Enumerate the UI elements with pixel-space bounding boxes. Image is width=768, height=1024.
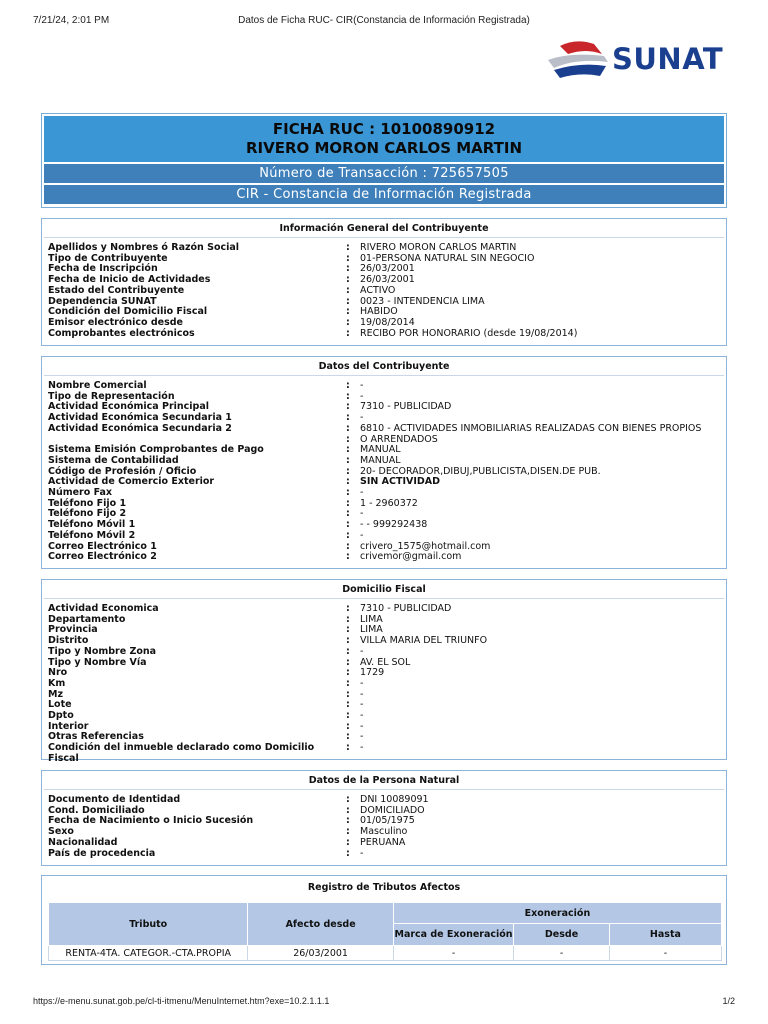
field-value-continuation: O ARRENDADOS [360,433,438,445]
field-row [48,520,726,531]
field-label: Teléfono Fijo 1 [48,497,127,509]
field-value: - [360,742,364,754]
field-label: Tipo y Nombre Vía [48,656,147,668]
field-separator: : [346,688,350,700]
field-row [48,615,726,626]
header-afecto-desde: Afecto desde [248,903,393,946]
field-separator: : [346,454,350,466]
field-label: Comprobantes electrónicos [48,327,195,339]
section-title: Datos del Contribuyente [318,361,450,372]
field-row [48,647,726,658]
field-separator: : [346,847,350,859]
field-value: 7310 - PUBLICIDAD [360,603,452,614]
field-row [48,424,726,435]
page-number: 1/2 [722,996,735,1006]
field-row [48,552,726,563]
field-value: crivemor@gmail.com [360,551,462,563]
field-label: Tipo y Nombre Zona [48,645,157,657]
ruc-number: FICHA RUC : 10100890912 [272,120,496,138]
field-value: - [360,508,364,520]
field-row [48,531,726,542]
cir-title: CIR - Constancia de Información Registrada [44,185,724,204]
field-separator: : [346,412,350,424]
field-value: - [360,720,364,732]
field-separator: : [346,316,350,328]
field-separator: : [346,720,350,732]
field-separator: : [346,603,350,614]
field-label: Teléfono Móvil 1 [48,519,136,531]
field-value: - [360,731,364,743]
field-label: Sistema de Contabilidad [48,454,179,466]
field-value: - [360,412,364,424]
field-label: Fecha de Inicio de Actividades [48,274,211,286]
field-value: PERUANA [360,836,406,848]
field-separator: : [346,327,350,339]
field-label: Actividad Economica [48,603,159,614]
cell-afecto-desde: 26/03/2001 [248,946,393,961]
field-value: ACTIVO [360,284,396,296]
sunat-logo [546,38,726,84]
cell-desde: - [514,946,610,961]
section-datos-contribuyente [41,356,727,569]
cell-marca: - [393,946,513,961]
field-separator: : [346,815,350,827]
field-separator: : [346,274,350,286]
field-separator: : [346,529,350,541]
table-row [49,946,722,961]
field-value: crivero_1575@hotmail.com [360,540,491,552]
field-value: 0023 - INTENDENCIA LIMA [360,295,485,307]
section-domicilio-fiscal [41,579,727,764]
section-title: Domicilio Fiscal [342,584,426,595]
field-value: LIMA [360,613,383,625]
field-value: 26/03/2001 [360,263,415,275]
field-separator: : [346,306,350,318]
print-datetime: 7/21/24, 2:01 PM [33,15,110,26]
field-label: Fecha de Nacimiento o Inicio Sucesión [48,815,254,827]
field-label: Teléfono Móvil 2 [48,529,136,541]
field-separator: : [346,433,350,445]
field-value: 19/08/2014 [360,316,415,328]
field-label: Actividad Económica Principal [48,401,210,413]
field-value: Masculino [360,826,408,838]
field-separator: : [346,476,350,488]
field-separator: : [346,624,350,636]
field-separator: : [346,645,350,657]
info-general-rows [42,238,726,339]
sunat-logo-text: SUNAT [612,42,724,76]
field-separator: : [346,422,350,434]
field-value: 1 - 2960372 [360,497,418,509]
header-desde: Desde [514,924,610,946]
field-separator: : [346,794,350,805]
field-value: DOMICILIADO [360,804,425,816]
field-label: Cond. Domiciliado [48,804,145,816]
field-separator: : [346,444,350,456]
field-label: Emisor electrónico desde [48,316,183,328]
section-title: Datos de la Persona Natural [308,775,460,786]
field-value: LIMA [360,624,383,636]
field-value: 1729 [360,667,385,679]
field-label: Nacionalidad [48,836,118,848]
field-label: Nombre Comercial [48,380,147,391]
field-value: SIN ACTIVIDAD [360,476,440,488]
field-value: 20- DECORADOR,DIBUJ,PUBLICISTA,DISEN.DE PUB. [360,465,601,477]
field-separator: : [346,667,350,679]
field-value: MANUAL [360,444,401,456]
field-row [48,658,726,669]
field-value: - [360,699,364,711]
field-label: País de procedencia [48,847,156,859]
field-row [48,477,726,488]
datos-contribuyente-rows [42,376,726,563]
field-row [48,604,726,615]
field-separator: : [346,731,350,743]
field-value: 01-PERSONA NATURAL SIN NEGOCIO [360,252,535,264]
header-hasta: Hasta [609,924,721,946]
cell-hasta: - [609,946,721,961]
field-label: Documento de Identidad [48,794,181,805]
field-value: 7310 - PUBLICIDAD [360,401,452,413]
field-separator: : [346,551,350,563]
cell-tributo: RENTA-4TA. CATEGOR.-CTA.PROPIA [49,946,248,961]
section-info-general [41,218,727,346]
field-label: Departamento [48,613,126,625]
field-row [48,700,726,711]
field-separator: : [346,465,350,477]
field-row [48,499,726,510]
field-separator: : [346,635,350,647]
field-label: Km [48,677,66,689]
field-value: - [360,390,364,402]
field-separator: : [346,519,350,531]
field-label: Estado del Contribuyente [48,284,185,296]
field-label: Número Fax [48,487,113,499]
field-separator: : [346,826,350,838]
field-value: - [360,847,364,859]
field-separator: : [346,656,350,668]
field-row [48,690,726,701]
field-label: Nro [48,667,68,679]
field-label: Código de Profesión / Oficio [48,465,197,477]
field-label: Dpto [48,710,74,722]
field-row [48,722,726,733]
field-row [48,668,726,679]
field-row [48,286,726,297]
field-label: Condición del Domicilio Fiscal [48,306,208,318]
field-label: Actividad de Comercio Exterior [48,476,215,488]
field-label: Sexo [48,826,74,838]
field-label: Fecha de Inscripción [48,263,158,275]
field-label: Lote [48,699,72,711]
field-separator: : [346,804,350,816]
field-label: Distrito [48,635,89,647]
field-value: - - 999292438 [360,519,428,531]
field-value: - [360,529,364,541]
field-separator: : [346,263,350,275]
field-value: AV. EL SOL [360,656,411,668]
field-separator: : [346,242,350,253]
field-separator: : [346,742,350,754]
field-value: 6810 - ACTIVIDADES INMOBILIARIAS REALIZADAS CON BIENES PROPIOS [360,422,702,434]
field-row [48,849,726,860]
header-exoneracion: Exoneración [393,903,721,924]
field-value: VILLA MARIA DEL TRIUNFO [360,635,488,647]
field-separator: : [346,380,350,391]
field-value: - [360,710,364,722]
field-label: Actividad Económica Secundaria 2 [48,422,232,434]
field-value: - [360,688,364,700]
field-label: Provincia [48,624,98,636]
domicilio-fiscal-rows [42,599,726,765]
field-separator: : [346,677,350,689]
print-title: Datos de Ficha RUC- CIR(Constancia de Información Registrada) [238,15,530,26]
field-row [48,679,726,690]
field-row [48,838,726,849]
contribuyente-name: RIVERO MORON CARLOS MARTIN [245,139,522,157]
field-value: DNI 10089091 [360,794,429,805]
ficha-main-banner [44,116,724,162]
field-row [48,329,726,340]
field-label: Dependencia SUNAT [48,295,157,307]
field-separator: : [346,401,350,413]
field-value: RECIBO POR HONORARIO (desde 19/08/2014) [360,327,578,339]
field-value: 26/03/2001 [360,274,415,286]
field-label: Sistema Emisión Comprobantes de Pago [48,444,264,456]
field-value: HABIDO [360,306,398,318]
field-label: Correo Electrónico 1 [48,540,157,552]
header-tributo: Tributo [49,903,248,946]
field-label: Teléfono Fijo 2 [48,508,127,520]
field-separator: : [346,540,350,552]
sunat-emblem-icon [546,38,612,84]
field-label: Condición del inmueble declarado como Domicilio Fiscal [48,742,315,764]
field-label: Interior [48,720,89,732]
field-value: RIVERO MORON CARLOS MARTIN [360,242,517,253]
field-separator: : [346,390,350,402]
field-label: Mz [48,688,63,700]
field-value: MANUAL [360,454,401,466]
field-separator: : [346,295,350,307]
section-persona-natural [41,770,727,866]
field-row [48,743,726,764]
field-value: 01/05/1975 [360,815,415,827]
ficha-ruc-header [41,113,727,208]
print-footer [33,996,735,1010]
print-header [33,15,735,29]
field-label: Tipo de Contribuyente [48,252,168,264]
section-title: Información General del Contribuyente [279,223,489,234]
field-value: - [360,487,364,499]
field-label: Tipo de Representación [48,390,175,402]
header-marca-exoneracion: Marca de Exoneración [393,924,513,946]
field-label: Otras Referencias [48,731,144,743]
field-label: Actividad Económica Secundaria 1 [48,412,232,424]
field-separator: : [346,284,350,296]
field-separator: : [346,613,350,625]
field-separator: : [346,710,350,722]
field-value: - [360,380,364,391]
field-separator: : [346,836,350,848]
field-separator: : [346,252,350,264]
field-value: - [360,645,364,657]
field-value: - [360,677,364,689]
field-row [48,711,726,722]
print-url: https://e-menu.sunat.gob.pe/cl-ti-itmenu/MenuInternet.htm?exe=10.2.1.1.1 [33,996,330,1006]
field-label: Apellidos y Nombres ó Razón Social [48,242,240,253]
field-separator: : [346,508,350,520]
field-label: Correo Electrónico 2 [48,551,157,563]
persona-natural-rows [42,790,726,859]
field-separator: : [346,497,350,509]
section-title: Registro de Tributos Afectos [307,882,461,893]
tributos-table [48,902,722,961]
field-separator: : [346,699,350,711]
transaction-number: Número de Transacción : 725657505 [44,164,724,183]
section-tributos [41,875,727,965]
field-separator: : [346,487,350,499]
